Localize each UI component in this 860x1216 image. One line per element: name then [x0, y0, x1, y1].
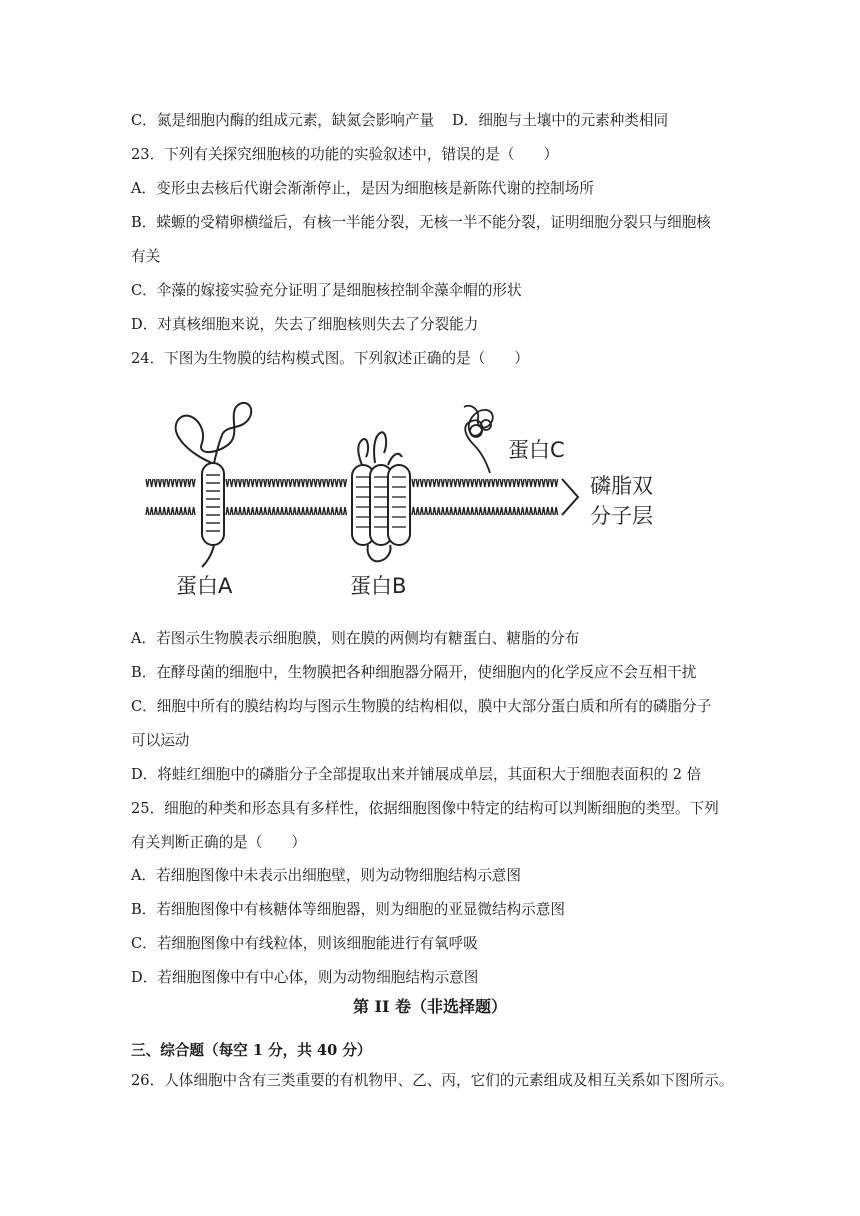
q24-option-a: A．若图示生物膜表示细胞膜，则在膜的两侧均有糖蛋白、糖脂的分布 — [131, 630, 580, 647]
q24-option-c-line1: C．细胞中所有的膜结构均与图示生物膜的结构相似，膜中大部分蛋白质和所有的磷脂分子 — [131, 698, 712, 715]
q23-option-c: C．伞藻的嫁接实验充分证明了是细胞核控制伞藻伞帽的形状 — [131, 282, 522, 299]
part2-title: 第 II 卷（非选择题） — [352, 997, 508, 1016]
q26-stem: 26．人体细胞中含有三类重要的有机物甲、乙、丙，它们的元素组成及相互关系如下图所示。 — [131, 1072, 734, 1089]
q23-option-d: D．对真核细胞来说，失去了细胞核则失去了分裂能力 — [131, 316, 479, 333]
q23-option-a: A．变形虫去核后代谢会渐渐停止，是因为细胞核是新陈代谢的控制场所 — [131, 180, 594, 197]
q25-option-d: D．若细胞图像中有中心体，则为动物细胞结构示意图 — [131, 969, 479, 986]
bilayer-label-line2: 分子层 — [590, 504, 653, 528]
protein-b-label: 蛋白B — [350, 574, 407, 598]
q23-stem: 23．下列有关探究细胞核的功能的实验叙述中，错误的是（ ） — [131, 146, 559, 163]
q24-stem: 24．下图为生物膜的结构模式图。下列叙述正确的是（ ） — [131, 350, 530, 367]
q25-option-b: B．若细胞图像中有核糖体等细胞器，则为细胞的亚显微结构示意图 — [131, 901, 565, 918]
protein-b-glyph — [352, 432, 410, 561]
membrane-structure-figure — [130, 395, 690, 610]
q22-option-d: D．细胞与土壤中的元素种类相同 — [452, 112, 669, 129]
protein-c-glyph — [464, 406, 493, 473]
q25-option-c: C．若细胞图像中有线粒体，则该细胞能进行有氧呼吸 — [131, 935, 478, 952]
q25-stem-line2: 有关判断正确的是（ ） — [131, 834, 307, 851]
q25-stem-line1: 25．细胞的种类和形态具有多样性，依据细胞图像中特定的结构可以判断细胞的类型。下列 — [131, 800, 719, 817]
q22-option-c: C．氮是细胞内酶的组成元素，缺氮会影响产量 — [131, 112, 435, 129]
q25-option-a: A．若细胞图像中未表示出细胞壁，则为动物细胞结构示意图 — [131, 867, 521, 884]
bilayer-bracket — [562, 479, 578, 515]
q22-options-cd — [131, 111, 668, 131]
q23-option-b-line1: B．蝾螈的受精卵横缢后，有核一半能分裂，无核一半不能分裂，证明细胞分裂只与细胞核 — [131, 214, 711, 231]
protein-c-label: 蛋白C — [508, 438, 565, 462]
section3-heading: 三、综合题（每空 1 分，共 40 分） — [131, 1042, 372, 1059]
bilayer-label-line1: 磷脂双 — [590, 474, 653, 498]
q24-option-d: D．将蛙红细胞中的磷脂分子全部提取出来并铺展成单层，其面积大于细胞表面积的 2 倍 — [131, 766, 702, 783]
q23-option-b-line2: 有关 — [131, 248, 161, 265]
protein-a-label: 蛋白A — [176, 574, 233, 598]
q24-option-c-line2: 可以运动 — [131, 732, 190, 749]
q24-option-b: B．在酵母菌的细胞中，生物膜把各种细胞器分隔开，使细胞内的化学反应不会互相干扰 — [131, 664, 697, 681]
